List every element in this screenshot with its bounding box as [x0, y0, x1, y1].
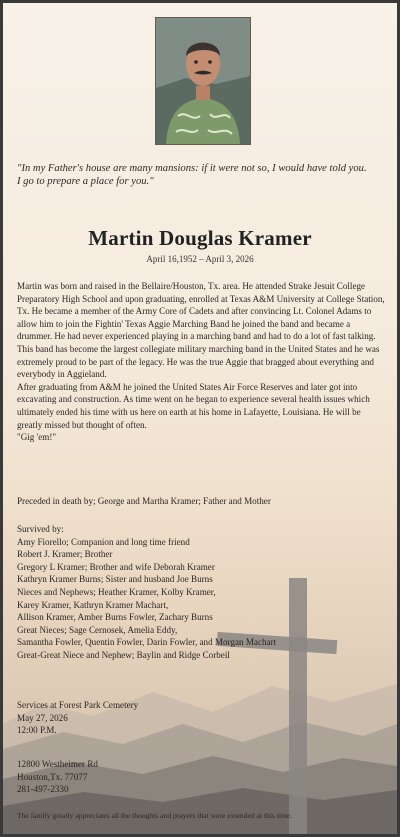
family-thanks: The family greatly appreciates all the thoughts and prayers that were extended at this time.	[17, 811, 293, 820]
survivor-line: Great-Great Niece and Nephew; Baylin and Ridge Corbeil	[17, 649, 230, 660]
service-details	[17, 699, 387, 737]
deceased-name: Martin Douglas Kramer	[88, 226, 312, 250]
survivor-line: Great Nieces; Sage Cernosek, Amelia Eddy,	[17, 624, 178, 635]
survivor-line: Amy Fiorello; Companion and long time friend	[17, 536, 190, 547]
portrait-photo	[155, 17, 251, 145]
survivor-line: Robert J. Kramer; Brother	[17, 549, 113, 560]
service-line: Services at Forest Park Cemetery	[17, 700, 139, 710]
scripture-quote	[17, 162, 387, 188]
biography	[17, 280, 385, 444]
survivor-line: Samantha Fowler, Quentin Fowler, Darin Fowler, and Morgan Machart	[17, 637, 277, 648]
address-line: Houston,Tx. 77077	[17, 771, 88, 782]
bio-paragraph: "Gig 'em!"	[17, 432, 57, 443]
service-line: 12:00 P.M.	[17, 725, 57, 736]
life-dates: April 16,1952 – April 3, 2026	[146, 254, 254, 264]
survivor-line: Allison Kramer, Amber Burns Fowler, Zachary Burns	[17, 612, 213, 623]
quote-line-1: "In my Father's house are many mansions: if it were not so, I would have told you.	[17, 163, 367, 174]
bio-paragraph: Martin was born and raised in the Bellaire/Houston, Tx. area. He attended Strake Jesuit College Preparatory High School and upon graduating, enrolled at Texas A&M University at College Station, Tx. He became a member of the Army Core of Cadets and after convincing Lt. Colonel Adams to allow him to join the Fightin' Texas Aggie Marching Band he joined the band and became a drummer. He had never experienced playing in a marching band and had to do a lot of fast talking. This band has become the largest collegiate military marching band in the United States and he was extremely proud to be part of the legacy. He was the true Aggie that bragged about everything and everybody in Aggieland.	[17, 281, 385, 380]
bio-paragraph: After graduating from A&M he joined the United States Air Force Reserves and later got into excavating and construction. As time went on he began to experience several health issues which ultimately ended his time with us here on earth at his home in Lafayette, Louisiana. He will be greatly missed but thought of often.	[17, 381, 370, 430]
service-line: May 27, 2026	[17, 712, 68, 723]
address-line: 12800 Westheimer Rd	[17, 759, 98, 769]
survivor-line: Gregory L Kramer; Brother and wife Deborah Kramer	[17, 561, 215, 572]
survived-by	[17, 523, 387, 662]
preceded-text: Preceded in death by; George and Martha Kramer; Father and Mother	[17, 496, 271, 506]
portrait-icon	[156, 18, 250, 144]
survivor-line: Nieces and Nephews; Heather Kramer, Kolby Kramer,	[17, 586, 216, 597]
survived-heading: Survived by:	[17, 524, 64, 534]
address	[17, 758, 387, 796]
address-line: 281-497-2330	[17, 784, 69, 795]
preceded-in-death	[17, 495, 387, 508]
survivor-line: Kathryn Kramer Burns; Sister and husband Joe Burns	[17, 574, 213, 585]
survivor-line: Karey Kramer, Kathryn Kramer Machart,	[17, 599, 169, 610]
quote-line-2: I go to prepare a place for you."	[17, 176, 154, 188]
